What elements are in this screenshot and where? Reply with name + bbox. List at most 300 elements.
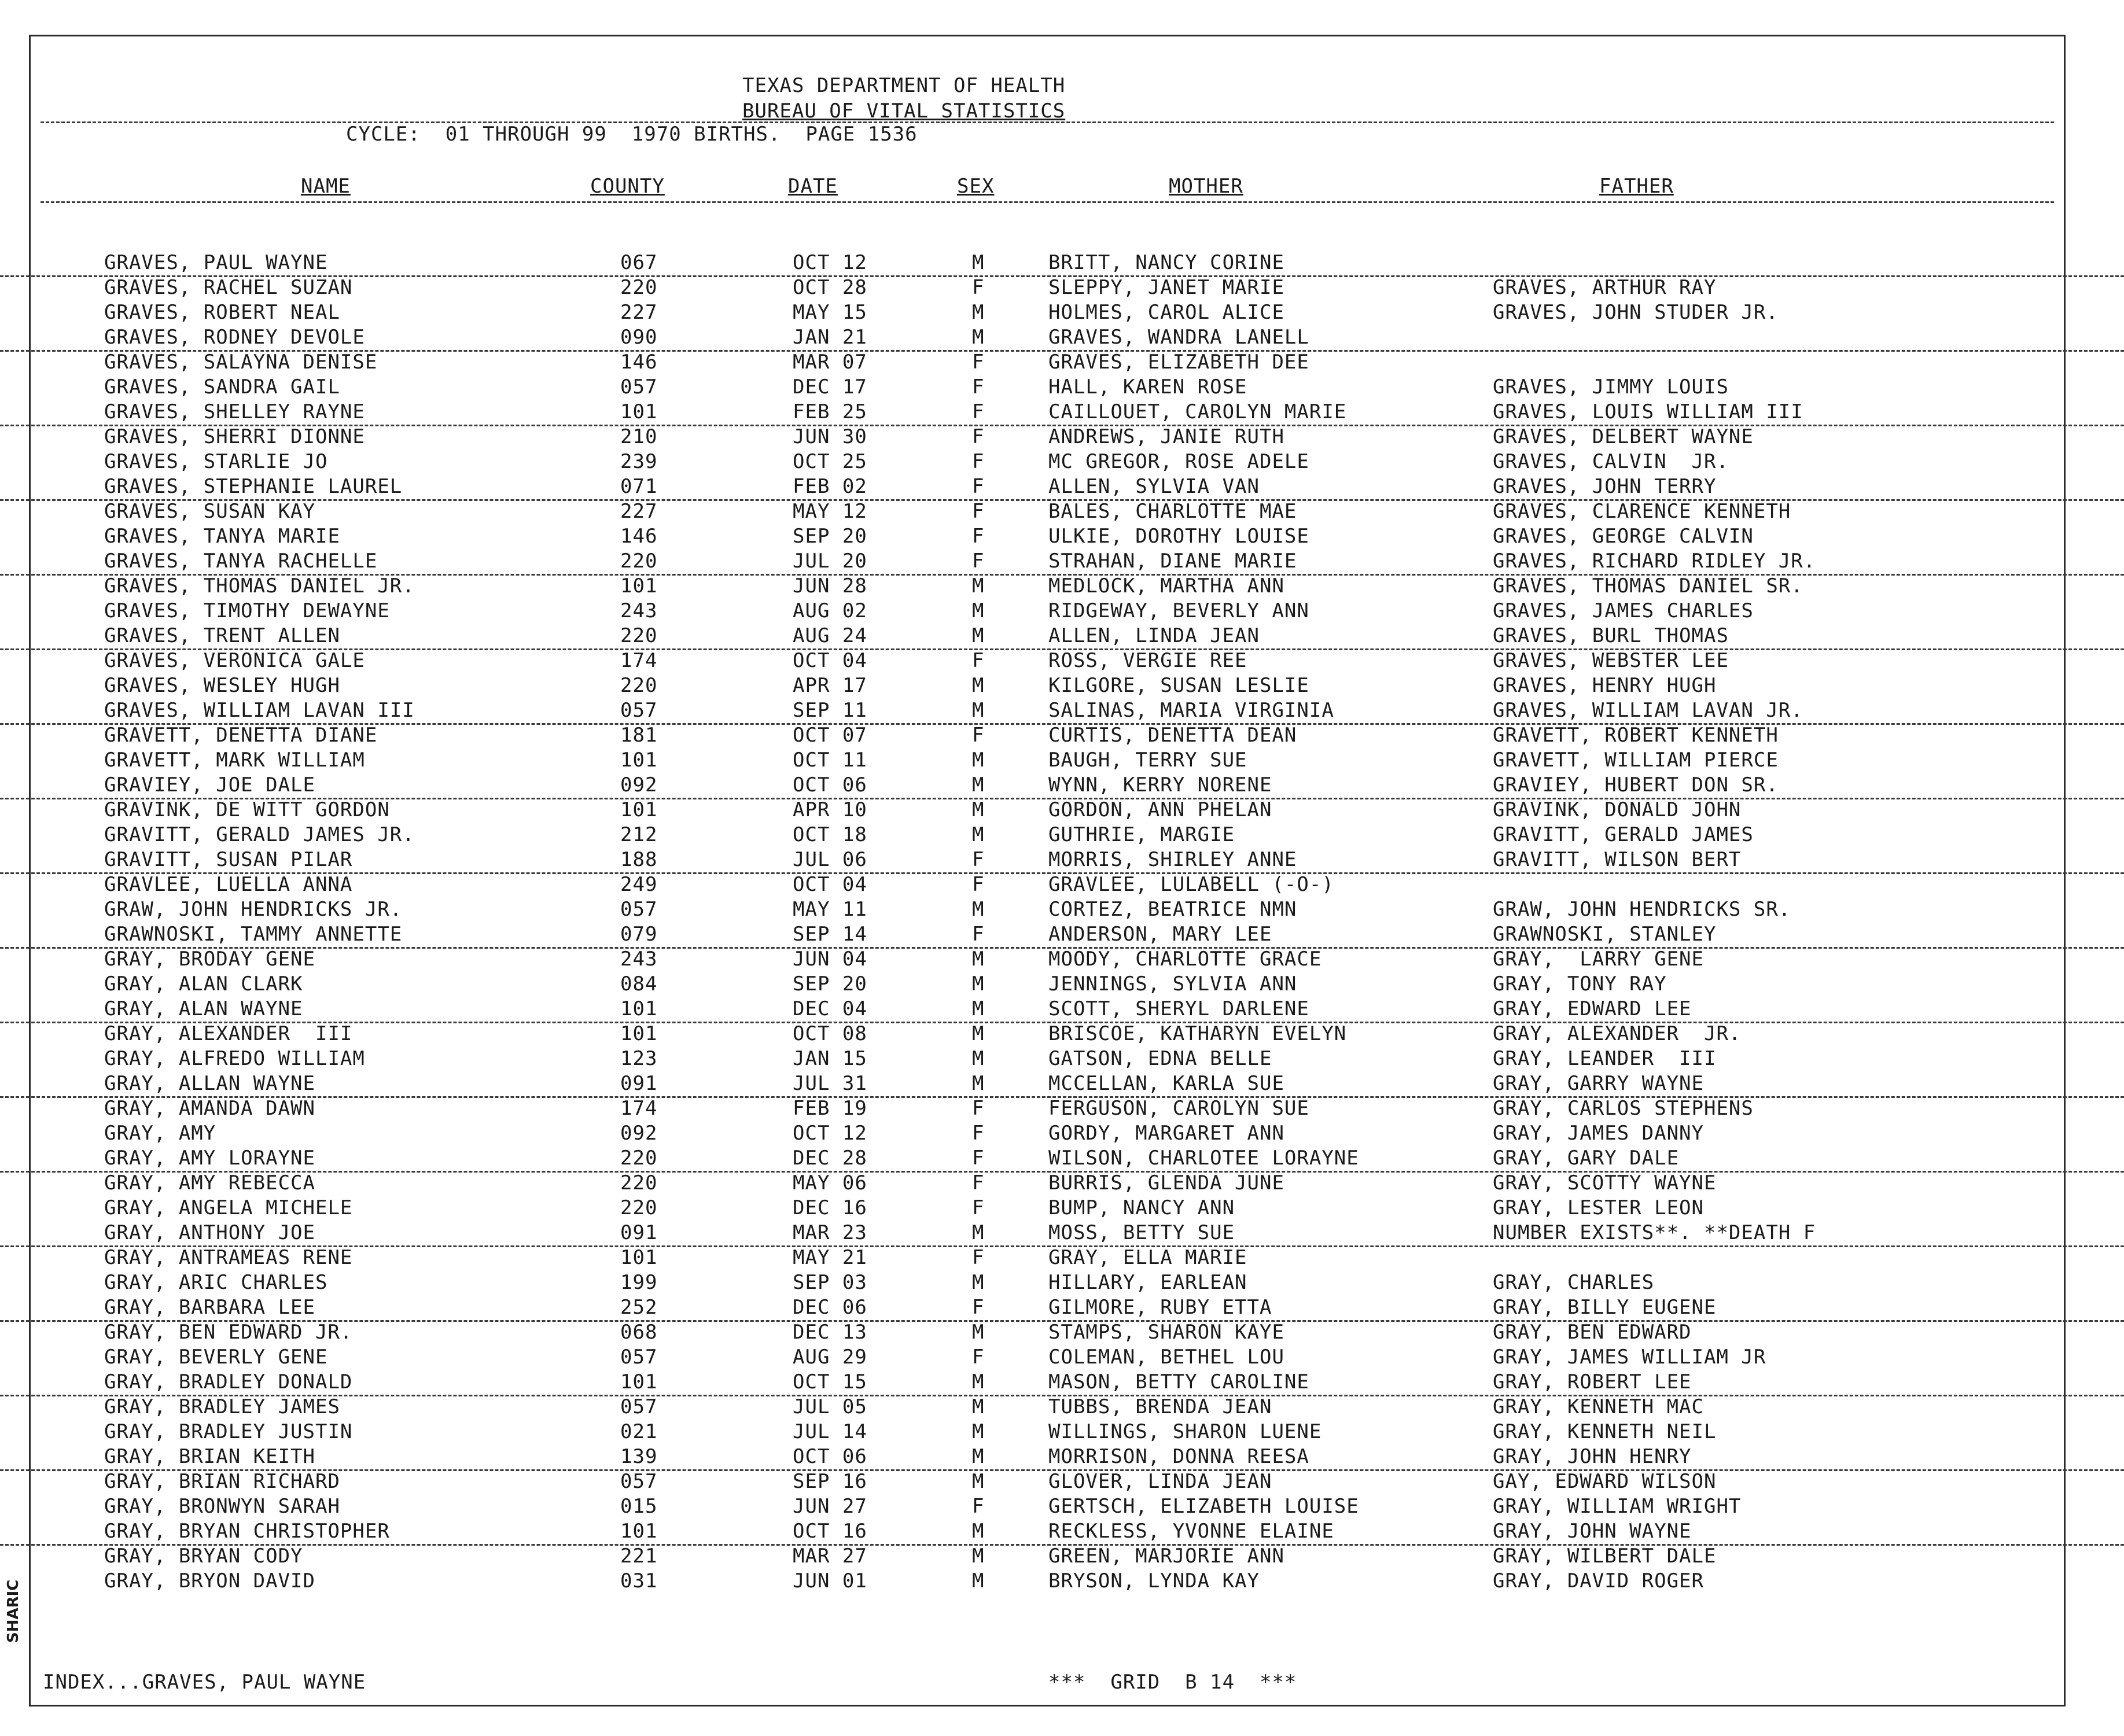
cell-name: GRAY, AMY REBECCA: [104, 1171, 315, 1195]
table-row: [0, 1171, 2124, 1196]
cell-father: GAY, EDWARD WILSON: [1493, 1470, 1717, 1493]
cell-sex: M: [972, 823, 985, 846]
table-row: [0, 1519, 2124, 1546]
cell-name: GRAY, BEVERLY GENE: [104, 1346, 328, 1369]
cell-father: GRAY, GARY DALE: [1493, 1147, 1680, 1170]
cell-sex: F: [972, 500, 985, 523]
cell-date: JUN 30: [793, 425, 867, 448]
cell-date: OCT 16: [793, 1520, 867, 1543]
cell-county: 101: [620, 1246, 658, 1269]
cell-sex: M: [972, 574, 985, 598]
column-header-sex: SEX: [957, 175, 995, 198]
cell-county: 101: [620, 1370, 658, 1394]
table-row: [0, 375, 2124, 400]
cell-county: 212: [620, 823, 658, 846]
cell-father: GRAVETT, ROBERT KENNETH: [1493, 724, 1779, 747]
cell-date: JUL 20: [793, 550, 867, 573]
cell-sex: M: [972, 599, 985, 622]
cell-sex: F: [972, 1171, 985, 1195]
cell-county: 057: [620, 898, 658, 921]
cell-mother: ANDERSON, MARY LEE: [1048, 923, 1272, 946]
cell-county: 220: [620, 276, 658, 299]
cell-name: GRAVITT, SUSAN PILAR: [104, 848, 353, 871]
cell-name: GRAVES, STEPHANIE LAUREL: [104, 475, 403, 498]
cell-date: JUL 31: [793, 1072, 867, 1095]
cell-county: 101: [620, 1022, 658, 1045]
cell-father: GRAVES, DELBERT WAYNE: [1493, 425, 1754, 448]
cell-sex: M: [972, 972, 985, 996]
cell-father: GRAY, SCOTTY WAYNE: [1493, 1171, 1717, 1195]
cell-sex: M: [972, 1520, 985, 1543]
cell-sex: M: [972, 997, 985, 1020]
cell-name: GRAVES, SHELLEY RAYNE: [104, 400, 365, 423]
cell-name: GRAY, ALLAN WAYNE: [104, 1072, 315, 1095]
table-row: [0, 1569, 2124, 1594]
table-row: [0, 1146, 2124, 1173]
table-row: [0, 847, 2124, 874]
cell-father: GRAY, ALEXANDER JR.: [1493, 1022, 1742, 1045]
side-label: SHARIC: [5, 1579, 22, 1643]
cell-mother: GREEN, MARJORIE ANN: [1048, 1545, 1284, 1568]
cell-father: GRAY, BEN EDWARD: [1493, 1321, 1692, 1344]
column-header-date: DATE: [788, 175, 838, 198]
cell-name: GRAY, BRADLEY JUSTIN: [104, 1420, 353, 1443]
cell-date: JUN 04: [793, 948, 867, 971]
cell-date: DEC 13: [793, 1321, 867, 1344]
cell-date: DEC 17: [793, 375, 867, 399]
cell-date: MAY 11: [793, 898, 867, 921]
cell-mother: COLEMAN, BETHEL LOU: [1048, 1346, 1284, 1369]
cell-father: GRAY, LARRY GENE: [1493, 948, 1704, 971]
cell-father: GRAY, TONY RAY: [1493, 972, 1667, 996]
cell-date: AUG 24: [793, 624, 867, 647]
table-row: [0, 1071, 2124, 1098]
table-row: [0, 1544, 2124, 1569]
cell-sex: F: [972, 1246, 985, 1269]
cell-name: GRAY, BRYON DAVID: [104, 1569, 315, 1593]
cell-date: OCT 25: [793, 450, 867, 473]
cell-date: JUL 06: [793, 848, 867, 871]
cell-date: FEB 02: [793, 475, 867, 498]
table-row: [0, 449, 2124, 474]
cell-sex: M: [972, 1047, 985, 1070]
cell-mother: GRAY, ELLA MARIE: [1048, 1246, 1247, 1269]
cell-sex: M: [972, 1445, 985, 1468]
cell-sex: M: [972, 1271, 985, 1294]
table-row: [0, 1046, 2124, 1071]
cell-mother: MORRIS, SHIRLEY ANNE: [1048, 848, 1297, 871]
cell-date: OCT 12: [793, 251, 867, 274]
cell-name: GRAY, ALAN CLARK: [104, 972, 303, 996]
cell-name: GRAVES, PAUL WAYNE: [104, 251, 328, 274]
cell-name: GRAY, BEN EDWARD JR.: [104, 1321, 353, 1344]
cell-county: 146: [620, 525, 658, 548]
cell-mother: GERTSCH, ELIZABETH LOUISE: [1048, 1495, 1359, 1518]
cell-county: 068: [620, 1321, 658, 1344]
cell-sex: M: [972, 1022, 985, 1045]
table-row: [0, 1245, 2124, 1270]
table-row: [0, 1444, 2124, 1471]
cell-name: GRAVES, SHERRI DIONNE: [104, 425, 365, 448]
table-row: [0, 549, 2124, 576]
cell-name: GRAVES, SANDRA GAIL: [104, 375, 340, 399]
cell-sex: M: [972, 699, 985, 722]
table-row: [0, 1196, 2124, 1221]
table-row: [0, 1022, 2124, 1046]
cell-name: GRAY, ARIC CHARLES: [104, 1271, 328, 1294]
cell-father: GRAVES, ARTHUR RAY: [1493, 276, 1717, 299]
cell-mother: MORRISON, DONNA REESA: [1048, 1445, 1309, 1468]
cell-mother: BRISCOE, KATHARYN EVELYN: [1048, 1022, 1347, 1045]
cell-sex: M: [972, 898, 985, 921]
cell-date: JAN 15: [793, 1047, 867, 1070]
cell-county: 101: [620, 997, 658, 1020]
cell-county: 221: [620, 1545, 658, 1568]
cell-father: GRAVES, WILLIAM LAVAN JR.: [1493, 699, 1803, 722]
cell-date: MAY 06: [793, 1171, 867, 1195]
cell-mother: GATSON, EDNA BELLE: [1048, 1047, 1272, 1070]
cell-date: FEB 25: [793, 400, 867, 423]
cell-county: 220: [620, 1196, 658, 1219]
cell-mother: STRAHAN, DIANE MARIE: [1048, 550, 1297, 573]
cell-name: GRAY, ANGELA MICHELE: [104, 1196, 353, 1219]
cell-sex: M: [972, 749, 985, 772]
cell-name: GRAY, BRADLEY DONALD: [104, 1370, 353, 1394]
cell-father: GRAVES, GEORGE CALVIN: [1493, 525, 1754, 548]
cell-mother: BUMP, NANCY ANN: [1048, 1196, 1235, 1219]
table-row: [0, 673, 2124, 698]
cell-mother: GRAVLEE, LULABELL (-O-): [1048, 873, 1334, 896]
table-row: [0, 1295, 2124, 1322]
table-row: [0, 798, 2124, 823]
cell-name: GRAY, ALEXANDER III: [104, 1022, 353, 1045]
cell-county: 220: [620, 624, 658, 647]
cell-name: GRAY, AMANDA DAWN: [104, 1097, 315, 1120]
cell-date: AUG 02: [793, 599, 867, 622]
cell-mother: HOLMES, CAROL ALICE: [1048, 301, 1284, 324]
cell-mother: MC GREGOR, ROSE ADELE: [1048, 450, 1309, 473]
table-row: [0, 1320, 2124, 1345]
table-row: [0, 648, 2124, 673]
cell-father: GRAY, JOHN HENRY: [1493, 1445, 1692, 1468]
header-cycle: CYCLE: 01 THROUGH 99 1970 BIRTHS. PAGE 1536: [346, 123, 918, 146]
column-header-father: FATHER: [1599, 175, 1674, 198]
cell-county: 101: [620, 400, 658, 423]
table-row: [0, 1096, 2124, 1121]
table-row: [0, 350, 2124, 375]
cell-name: GRAY, BARBARA LEE: [104, 1296, 315, 1319]
table-row: [0, 1221, 2124, 1247]
cell-county: 091: [620, 1072, 658, 1095]
cell-father: NUMBER EXISTS**. **DEATH F: [1493, 1221, 1816, 1244]
cell-sex: F: [972, 1495, 985, 1518]
cell-sex: M: [972, 301, 985, 324]
table-row: [0, 524, 2124, 549]
cell-sex: F: [972, 1147, 985, 1170]
cell-sex: F: [972, 1196, 985, 1219]
cell-date: OCT 12: [793, 1122, 867, 1145]
cell-mother: CURTIS, DENETTA DEAN: [1048, 724, 1297, 747]
cell-county: 146: [620, 351, 658, 374]
cell-sex: F: [972, 400, 985, 423]
cell-mother: BAUGH, TERRY SUE: [1048, 749, 1247, 772]
table-row: [0, 1469, 2124, 1494]
cell-sex: F: [972, 550, 985, 573]
table-row: [0, 773, 2124, 799]
cell-date: MAR 07: [793, 351, 867, 374]
cell-name: GRAY, ANTHONY JOE: [104, 1221, 315, 1244]
cell-date: JAN 21: [793, 326, 867, 349]
cell-mother: WYNN, KERRY NORENE: [1048, 773, 1272, 797]
cell-father: GRAVES, JOHN STUDER JR.: [1493, 301, 1779, 324]
cell-date: APR 10: [793, 798, 867, 821]
cell-county: 057: [620, 375, 658, 399]
cell-mother: HILLARY, EARLEAN: [1048, 1271, 1247, 1294]
table-row: [0, 1370, 2124, 1396]
cell-date: SEP 14: [793, 923, 867, 946]
cell-name: GRAVITT, GERALD JAMES JR.: [104, 823, 415, 846]
cell-sex: F: [972, 351, 985, 374]
cell-date: JUN 01: [793, 1569, 867, 1593]
cell-mother: TUBBS, BRENDA JEAN: [1048, 1395, 1272, 1418]
cell-county: 174: [620, 649, 658, 672]
cell-name: GRAVES, SUSAN KAY: [104, 500, 315, 523]
cell-father: GRAY, CARLOS STEPHENS: [1493, 1097, 1754, 1120]
cell-county: 220: [620, 674, 658, 697]
cell-date: OCT 06: [793, 1445, 867, 1468]
cell-father: GRAVES, JOHN TERRY: [1493, 475, 1717, 498]
cell-mother: GILMORE, RUBY ETTA: [1048, 1296, 1272, 1319]
cell-father: GRAY, JOHN WAYNE: [1493, 1520, 1692, 1543]
cell-father: GRAVES, HENRY HUGH: [1493, 674, 1717, 697]
cell-name: GRAY, AMY: [104, 1122, 216, 1145]
table-row: [0, 1345, 2124, 1370]
cell-date: DEC 28: [793, 1147, 867, 1170]
cell-sex: M: [972, 1470, 985, 1493]
cell-mother: ALLEN, LINDA JEAN: [1048, 624, 1260, 647]
cell-sex: F: [972, 873, 985, 896]
cell-sex: F: [972, 276, 985, 299]
cell-county: 057: [620, 699, 658, 722]
cell-county: 067: [620, 251, 658, 274]
cell-name: GRAVES, RACHEL SUZAN: [104, 276, 353, 299]
cell-date: OCT 15: [793, 1370, 867, 1394]
cell-mother: MEDLOCK, MARTHA ANN: [1048, 574, 1284, 598]
cell-date: SEP 20: [793, 525, 867, 548]
cell-date: JUL 05: [793, 1395, 867, 1418]
cell-county: 210: [620, 425, 658, 448]
cell-date: OCT 04: [793, 649, 867, 672]
cell-sex: F: [972, 1296, 985, 1319]
table-row: [0, 624, 2124, 650]
cell-county: 249: [620, 873, 658, 896]
cell-date: JUN 27: [793, 1495, 867, 1518]
cell-father: GRAY, LEANDER III: [1493, 1047, 1717, 1070]
cell-father: GRAVITT, WILSON BERT: [1493, 848, 1742, 871]
table-row: [0, 1494, 2124, 1519]
cell-name: GRAVES, WILLIAM LAVAN III: [104, 699, 415, 722]
cell-mother: BRITT, NANCY CORINE: [1048, 251, 1284, 274]
cell-county: 092: [620, 1122, 658, 1145]
cell-sex: M: [972, 1321, 985, 1344]
cell-name: GRAVES, ROBERT NEAL: [104, 301, 340, 324]
cell-mother: GUTHRIE, MARGIE: [1048, 823, 1235, 846]
cell-sex: M: [972, 1569, 985, 1593]
cell-county: 101: [620, 1520, 658, 1543]
table-row: [0, 897, 2124, 922]
cell-name: GRAY, ALAN WAYNE: [104, 997, 303, 1020]
cell-county: 243: [620, 948, 658, 971]
cell-father: GRAVINK, DONALD JOHN: [1493, 798, 1742, 821]
cell-date: MAY 12: [793, 500, 867, 523]
cell-sex: F: [972, 450, 985, 473]
table-row: [0, 1395, 2124, 1420]
cell-sex: F: [972, 1346, 985, 1369]
cell-mother: FERGUSON, CAROLYN SUE: [1048, 1097, 1309, 1120]
cell-date: OCT 11: [793, 749, 867, 772]
cell-mother: GLOVER, LINDA JEAN: [1048, 1470, 1272, 1493]
cell-date: MAY 15: [793, 301, 867, 324]
cell-father: GRAY, DAVID ROGER: [1493, 1569, 1704, 1593]
cell-name: GRAVETT, MARK WILLIAM: [104, 749, 365, 772]
cell-sex: M: [972, 1545, 985, 1568]
cell-father: GRAVES, CLARENCE KENNETH: [1493, 500, 1791, 523]
table-row: [0, 947, 2124, 972]
cell-date: AUG 29: [793, 1346, 867, 1369]
cell-county: 174: [620, 1097, 658, 1120]
cell-county: 220: [620, 1171, 658, 1195]
cell-father: GRAVES, LOUIS WILLIAM III: [1493, 400, 1803, 423]
cell-name: GRAY, BRONWYN SARAH: [104, 1495, 340, 1518]
cell-mother: ULKIE, DOROTHY LOUISE: [1048, 525, 1309, 548]
cell-name: GRAVES, VERONICA GALE: [104, 649, 365, 672]
cell-father: GRAY, CHARLES: [1493, 1271, 1655, 1294]
cell-county: 101: [620, 749, 658, 772]
table-row: [0, 698, 2124, 725]
table-row: [0, 300, 2124, 325]
table-row: [0, 499, 2124, 524]
cell-mother: KILGORE, SUSAN LESLIE: [1048, 674, 1309, 697]
cell-father: GRAVES, WEBSTER LEE: [1493, 649, 1729, 672]
cell-father: GRAY, BILLY EUGENE: [1493, 1296, 1717, 1319]
cell-county: 084: [620, 972, 658, 996]
cell-county: 015: [620, 1495, 658, 1518]
cell-sex: F: [972, 375, 985, 399]
cell-date: OCT 06: [793, 773, 867, 797]
cell-name: GRAY, ANTRAMEAS RENE: [104, 1246, 353, 1269]
cell-sex: M: [972, 1370, 985, 1394]
header-department: TEXAS DEPARTMENT OF HEALTH: [742, 74, 1066, 97]
cell-name: GRAW, JOHN HENDRICKS JR.: [104, 898, 403, 921]
cell-county: 252: [620, 1296, 658, 1319]
cell-county: 220: [620, 1147, 658, 1170]
cell-sex: M: [972, 1221, 985, 1244]
cell-date: OCT 18: [793, 823, 867, 846]
footer-grid: *** GRID B 14 ***: [1048, 1671, 1297, 1694]
cell-date: DEC 16: [793, 1196, 867, 1219]
cell-mother: RECKLESS, YVONNE ELAINE: [1048, 1520, 1334, 1543]
table-row: [0, 474, 2124, 501]
cell-father: GRAY, ROBERT LEE: [1493, 1370, 1692, 1394]
cell-name: GRAY, BRYAN CODY: [104, 1545, 303, 1568]
cell-sex: M: [972, 798, 985, 821]
table-row: [0, 599, 2124, 624]
table-row: [0, 723, 2124, 748]
cell-sex: F: [972, 475, 985, 498]
cell-name: GRAY, BRODAY GENE: [104, 948, 315, 971]
table-row: [0, 574, 2124, 599]
cell-name: GRAVES, STARLIE JO: [104, 450, 328, 473]
cell-name: GRAY, ALFREDO WILLIAM: [104, 1047, 365, 1070]
cell-father: GRAY, WILLIAM WRIGHT: [1493, 1495, 1742, 1518]
cell-county: 092: [620, 773, 658, 797]
cell-mother: BALES, CHARLOTTE MAE: [1048, 500, 1297, 523]
table-row: [0, 250, 2124, 277]
cell-father: GRAY, KENNETH MAC: [1493, 1395, 1704, 1418]
cell-sex: M: [972, 1395, 985, 1418]
cell-father: GRAY, GARRY WAYNE: [1493, 1072, 1704, 1095]
cell-mother: SCOTT, SHERYL DARLENE: [1048, 997, 1309, 1020]
cell-county: 071: [620, 475, 658, 498]
cell-county: 139: [620, 1445, 658, 1468]
cell-county: 090: [620, 326, 658, 349]
cell-date: APR 17: [793, 674, 867, 697]
cell-mother: SALINAS, MARIA VIRGINIA: [1048, 699, 1334, 722]
table-row: [0, 425, 2124, 449]
cell-mother: WILLINGS, SHARON LUENE: [1048, 1420, 1322, 1443]
cell-mother: MOODY, CHARLOTTE GRACE: [1048, 948, 1322, 971]
cell-sex: F: [972, 425, 985, 448]
cell-county: 227: [620, 500, 658, 523]
cell-mother: ALLEN, SYLVIA VAN: [1048, 475, 1260, 498]
column-header-rule: [41, 201, 2054, 203]
cell-date: FEB 19: [793, 1097, 867, 1120]
cell-date: OCT 04: [793, 873, 867, 896]
cell-name: GRAVIEY, JOE DALE: [104, 773, 315, 797]
cell-date: MAR 23: [793, 1221, 867, 1244]
cell-mother: STAMPS, SHARON KAYE: [1048, 1321, 1284, 1344]
cell-sex: F: [972, 724, 985, 747]
header-bureau: BUREAU OF VITAL STATISTICS: [742, 99, 1066, 123]
cell-sex: F: [972, 1122, 985, 1145]
cell-county: 227: [620, 301, 658, 324]
cell-date: MAY 21: [793, 1246, 867, 1269]
cell-father: GRAWNOSKI, STANLEY: [1493, 923, 1717, 946]
cell-father: GRAVES, THOMAS DANIEL SR.: [1493, 574, 1803, 598]
cell-sex: F: [972, 848, 985, 871]
cell-county: 101: [620, 574, 658, 598]
cell-father: GRAY, LESTER LEON: [1493, 1196, 1704, 1219]
table-row: [0, 823, 2124, 847]
cell-date: DEC 04: [793, 997, 867, 1020]
cell-date: SEP 11: [793, 699, 867, 722]
cell-county: 101: [620, 798, 658, 821]
cell-county: 181: [620, 724, 658, 747]
cell-sex: F: [972, 525, 985, 548]
cell-county: 079: [620, 923, 658, 946]
cell-name: GRAY, BRIAN KEITH: [104, 1445, 315, 1468]
column-header-name: NAME: [301, 175, 351, 198]
cell-mother: GORDY, MARGARET ANN: [1048, 1122, 1284, 1145]
cell-sex: M: [972, 773, 985, 797]
cell-sex: M: [972, 674, 985, 697]
cell-mother: RIDGEWAY, BEVERLY ANN: [1048, 599, 1309, 622]
cell-father: GRAY, JAMES WILLIAM JR: [1493, 1346, 1766, 1369]
table-row: [0, 275, 2124, 300]
table-row: [0, 400, 2124, 426]
table-row: [0, 1121, 2124, 1146]
cell-name: GRAVES, WESLEY HUGH: [104, 674, 340, 697]
